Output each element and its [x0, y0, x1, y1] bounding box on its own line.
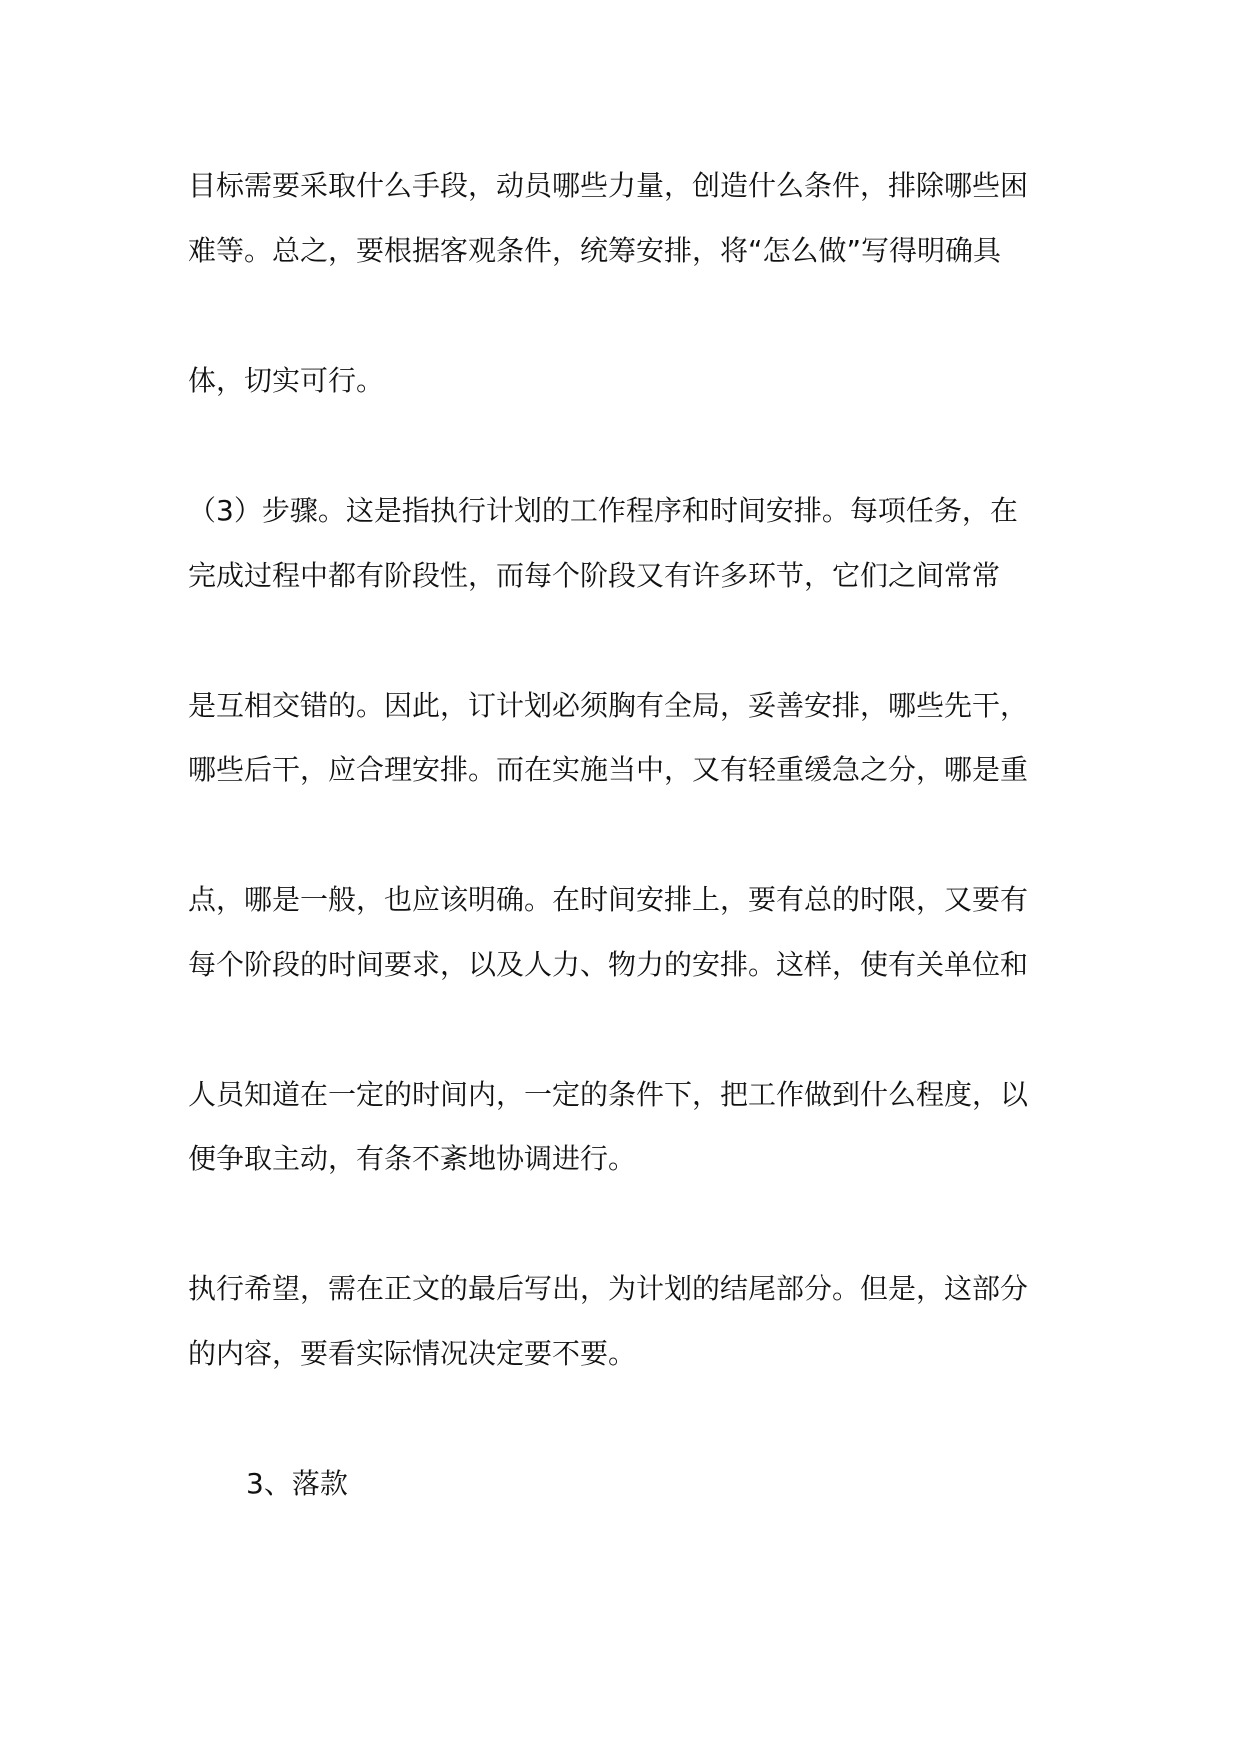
text-line: 是互相交错的。因此，订计划必须胸有全局，妥善安排，哪些先干，: [188, 689, 1029, 722]
text-line: 哪些后干，应合理安排。而在实施当中，又有轻重缓急之分，哪是重: [188, 753, 1029, 786]
text-line: 完成过程中都有阶段性，而每个阶段又有许多环节，它们之间常常: [188, 559, 1001, 592]
text-line: 每个阶段的时间要求，以及人力、物力的安排。这样，使有关单位和: [188, 948, 1029, 981]
text-line: 人员知道在一定的时间内，一定的条件下，把工作做到什么程度，以: [188, 1078, 1029, 1111]
section-heading: 3、落款: [246, 1467, 348, 1500]
text-line: 难等。总之，要根据客观条件，统筹安排，将“怎么做”写得明确具: [188, 234, 1002, 267]
text-line: （3）步骤。这是指执行计划的工作程序和时间安排。每项任务，在: [188, 494, 1018, 527]
text-line: 执行希望，需在正文的最后写出，为计划的结尾部分。但是，这部分: [188, 1272, 1029, 1305]
text-line: 目标需要采取什么手段，动员哪些力量，创造什么条件，排除哪些困: [188, 169, 1029, 202]
text-line: 便争取主动，有条不紊地协调进行。: [188, 1142, 637, 1175]
text-line: 点，哪是一般，也应该明确。在时间安排上，要有总的时限，又要有: [188, 883, 1029, 916]
text-line: 的内容，要看实际情况决定要不要。: [188, 1337, 637, 1370]
text-line: 体，切实可行。: [188, 364, 385, 397]
